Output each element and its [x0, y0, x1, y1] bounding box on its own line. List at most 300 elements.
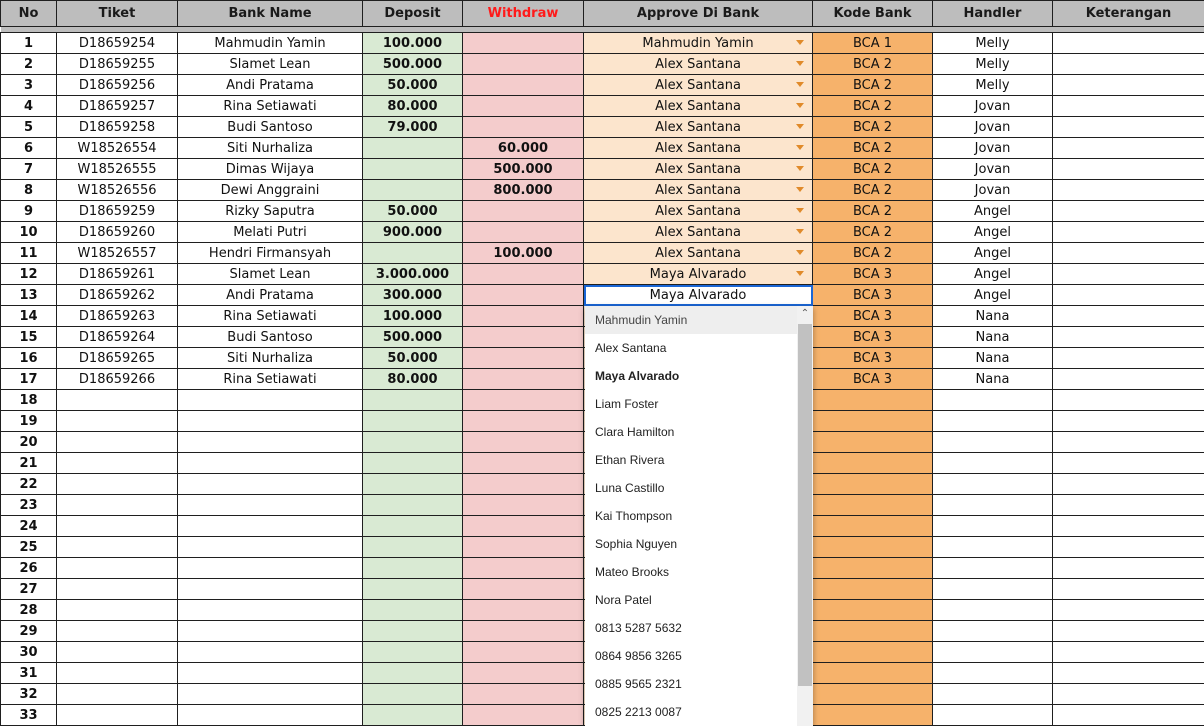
header-deposit[interactable]: Deposit — [363, 1, 463, 27]
chevron-down-icon[interactable] — [796, 61, 804, 66]
cell-handler[interactable] — [933, 495, 1053, 516]
cell-handler[interactable] — [933, 390, 1053, 411]
cell-withdraw[interactable] — [463, 348, 584, 369]
cell-withdraw[interactable] — [463, 117, 584, 138]
cell-bank-name[interactable] — [178, 663, 363, 684]
dropdown-option[interactable]: Mateo Brooks — [595, 565, 670, 579]
cell-kode-bank[interactable] — [813, 432, 933, 453]
cell-deposit[interactable]: 50.000 — [363, 75, 463, 96]
cell-handler[interactable]: Jovan — [933, 159, 1053, 180]
cell-deposit[interactable]: 79.000 — [363, 117, 463, 138]
cell-handler[interactable] — [933, 621, 1053, 642]
cell-no[interactable]: 24 — [1, 516, 57, 537]
cell-keterangan[interactable] — [1053, 138, 1204, 159]
cell-keterangan[interactable] — [1053, 684, 1204, 705]
cell-bank-name[interactable] — [178, 516, 363, 537]
cell-withdraw[interactable]: 60.000 — [463, 138, 584, 159]
header-no[interactable]: No — [1, 1, 57, 27]
cell-kode-bank[interactable]: BCA 1 — [813, 33, 933, 54]
cell-kode-bank[interactable]: BCA 2 — [813, 159, 933, 180]
cell-handler[interactable]: Angel — [933, 243, 1053, 264]
dropdown-option[interactable]: Alex Santana — [595, 341, 667, 355]
cell-deposit[interactable] — [363, 495, 463, 516]
cell-handler[interactable]: Nana — [933, 348, 1053, 369]
cell-withdraw[interactable] — [463, 579, 584, 600]
cell-no[interactable]: 9 — [1, 201, 57, 222]
cell-kode-bank[interactable] — [813, 621, 933, 642]
cell-handler[interactable] — [933, 600, 1053, 621]
cell-no[interactable]: 2 — [1, 54, 57, 75]
cell-approve[interactable]: Alex Santana — [584, 75, 813, 96]
cell-kode-bank[interactable] — [813, 537, 933, 558]
cell-no[interactable]: 29 — [1, 621, 57, 642]
cell-keterangan[interactable] — [1053, 369, 1204, 390]
cell-kode-bank[interactable]: BCA 2 — [813, 96, 933, 117]
cell-tiket[interactable] — [57, 537, 178, 558]
cell-tiket[interactable] — [57, 432, 178, 453]
dropdown-option[interactable]: Luna Castillo — [595, 481, 665, 495]
cell-keterangan[interactable] — [1053, 96, 1204, 117]
cell-deposit[interactable] — [363, 411, 463, 432]
chevron-down-icon[interactable] — [796, 187, 804, 192]
cell-tiket[interactable]: D18659266 — [57, 369, 178, 390]
cell-kode-bank[interactable]: BCA 3 — [813, 285, 933, 306]
cell-tiket[interactable] — [57, 621, 178, 642]
cell-handler[interactable]: Angel — [933, 201, 1053, 222]
cell-tiket[interactable]: D18659264 — [57, 327, 178, 348]
dropdown-option[interactable]: 0864 9856 3265 — [595, 649, 682, 663]
cell-kode-bank[interactable]: BCA 3 — [813, 264, 933, 285]
cell-keterangan[interactable] — [1053, 243, 1204, 264]
cell-tiket[interactable]: W18526556 — [57, 180, 178, 201]
cell-keterangan[interactable] — [1053, 432, 1204, 453]
cell-no[interactable]: 15 — [1, 327, 57, 348]
cell-keterangan[interactable] — [1053, 348, 1204, 369]
cell-keterangan[interactable] — [1053, 159, 1204, 180]
cell-kode-bank[interactable] — [813, 705, 933, 726]
cell-handler[interactable]: Jovan — [933, 96, 1053, 117]
cell-approve[interactable]: Alex Santana — [584, 180, 813, 201]
cell-handler[interactable] — [933, 537, 1053, 558]
cell-handler[interactable]: Angel — [933, 285, 1053, 306]
cell-bank-name[interactable]: Budi Santoso — [178, 327, 363, 348]
cell-handler[interactable] — [933, 558, 1053, 579]
cell-handler[interactable]: Melly — [933, 33, 1053, 54]
cell-tiket[interactable]: D18659263 — [57, 306, 178, 327]
cell-withdraw[interactable] — [463, 201, 584, 222]
cell-withdraw[interactable] — [463, 33, 584, 54]
dropdown-option[interactable]: 0885 9565 2321 — [595, 677, 682, 691]
cell-no[interactable]: 25 — [1, 537, 57, 558]
cell-withdraw[interactable]: 500.000 — [463, 159, 584, 180]
header-handler[interactable]: Handler — [933, 1, 1053, 27]
cell-deposit[interactable]: 100.000 — [363, 306, 463, 327]
cell-bank-name[interactable] — [178, 537, 363, 558]
cell-deposit[interactable]: 500.000 — [363, 327, 463, 348]
cell-bank-name[interactable]: Mahmudin Yamin — [178, 33, 363, 54]
cell-deposit[interactable] — [363, 390, 463, 411]
cell-keterangan[interactable] — [1053, 663, 1204, 684]
cell-handler[interactable]: Jovan — [933, 138, 1053, 159]
cell-kode-bank[interactable]: BCA 3 — [813, 369, 933, 390]
cell-handler[interactable] — [933, 453, 1053, 474]
cell-bank-name[interactable]: Andi Pratama — [178, 75, 363, 96]
cell-deposit[interactable]: 900.000 — [363, 222, 463, 243]
cell-withdraw[interactable] — [463, 705, 584, 726]
cell-keterangan[interactable] — [1053, 642, 1204, 663]
dropdown-option[interactable]: 0825 2213 0087 — [595, 705, 682, 719]
cell-withdraw[interactable] — [463, 642, 584, 663]
cell-keterangan[interactable] — [1053, 75, 1204, 96]
cell-keterangan[interactable] — [1053, 579, 1204, 600]
cell-bank-name[interactable] — [178, 432, 363, 453]
cell-deposit[interactable] — [363, 453, 463, 474]
cell-keterangan[interactable] — [1053, 306, 1204, 327]
cell-handler[interactable] — [933, 705, 1053, 726]
cell-withdraw[interactable] — [463, 600, 584, 621]
cell-handler[interactable]: Melly — [933, 75, 1053, 96]
cell-tiket[interactable]: W18526557 — [57, 243, 178, 264]
cell-bank-name[interactable]: Slamet Lean — [178, 264, 363, 285]
cell-bank-name[interactable] — [178, 705, 363, 726]
cell-deposit[interactable] — [363, 684, 463, 705]
cell-kode-bank[interactable] — [813, 579, 933, 600]
cell-kode-bank[interactable]: BCA 2 — [813, 180, 933, 201]
cell-deposit[interactable] — [363, 138, 463, 159]
cell-bank-name[interactable] — [178, 411, 363, 432]
cell-no[interactable]: 21 — [1, 453, 57, 474]
cell-deposit[interactable] — [363, 579, 463, 600]
cell-tiket[interactable]: D18659265 — [57, 348, 178, 369]
cell-kode-bank[interactable] — [813, 684, 933, 705]
chevron-down-icon[interactable] — [796, 208, 804, 213]
cell-bank-name[interactable]: Melati Putri — [178, 222, 363, 243]
cell-keterangan[interactable] — [1053, 222, 1204, 243]
cell-handler[interactable] — [933, 516, 1053, 537]
header-keterangan[interactable]: Keterangan — [1053, 1, 1204, 27]
cell-no[interactable]: 26 — [1, 558, 57, 579]
cell-approve[interactable]: Alex Santana — [584, 222, 813, 243]
cell-tiket[interactable]: D18659256 — [57, 75, 178, 96]
cell-no[interactable]: 14 — [1, 306, 57, 327]
cell-deposit[interactable]: 80.000 — [363, 96, 463, 117]
cell-tiket[interactable] — [57, 390, 178, 411]
cell-approve[interactable]: Alex Santana — [584, 201, 813, 222]
cell-bank-name[interactable] — [178, 579, 363, 600]
cell-kode-bank[interactable]: BCA 3 — [813, 327, 933, 348]
cell-keterangan[interactable] — [1053, 264, 1204, 285]
cell-tiket[interactable]: W18526555 — [57, 159, 178, 180]
cell-deposit[interactable]: 500.000 — [363, 54, 463, 75]
cell-no[interactable]: 7 — [1, 159, 57, 180]
cell-keterangan[interactable] — [1053, 537, 1204, 558]
cell-tiket[interactable] — [57, 579, 178, 600]
cell-keterangan[interactable] — [1053, 453, 1204, 474]
cell-withdraw[interactable] — [463, 411, 584, 432]
chevron-down-icon[interactable] — [796, 250, 804, 255]
dropdown-option[interactable]: Clara Hamilton — [595, 425, 675, 439]
cell-withdraw[interactable] — [463, 327, 584, 348]
cell-keterangan[interactable] — [1053, 495, 1204, 516]
cell-withdraw[interactable]: 800.000 — [463, 180, 584, 201]
cell-deposit[interactable] — [363, 621, 463, 642]
cell-tiket[interactable]: D18659255 — [57, 54, 178, 75]
cell-no[interactable]: 23 — [1, 495, 57, 516]
cell-withdraw[interactable] — [463, 75, 584, 96]
cell-handler[interactable]: Jovan — [933, 180, 1053, 201]
cell-no[interactable]: 12 — [1, 264, 57, 285]
cell-deposit[interactable]: 50.000 — [363, 201, 463, 222]
cell-no[interactable]: 17 — [1, 369, 57, 390]
cell-bank-name[interactable]: Slamet Lean — [178, 54, 363, 75]
cell-kode-bank[interactable]: BCA 2 — [813, 75, 933, 96]
chevron-down-icon[interactable] — [796, 271, 804, 276]
header-withdraw[interactable]: Withdraw — [463, 1, 584, 27]
cell-tiket[interactable] — [57, 558, 178, 579]
cell-approve[interactable]: Alex Santana — [584, 96, 813, 117]
cell-handler[interactable]: Angel — [933, 222, 1053, 243]
cell-deposit[interactable] — [363, 180, 463, 201]
dropdown-option[interactable]: Mahmudin Yamin — [585, 306, 813, 334]
cell-keterangan[interactable] — [1053, 411, 1204, 432]
cell-withdraw[interactable] — [463, 684, 584, 705]
cell-withdraw[interactable]: 100.000 — [463, 243, 584, 264]
chevron-down-icon[interactable] — [796, 166, 804, 171]
cell-withdraw[interactable] — [463, 285, 584, 306]
cell-kode-bank[interactable]: BCA 3 — [813, 348, 933, 369]
cell-approve[interactable]: Mahmudin Yamin — [584, 33, 813, 54]
cell-approve[interactable]: Alex Santana — [584, 159, 813, 180]
cell-deposit[interactable] — [363, 663, 463, 684]
cell-approve[interactable]: Alex Santana — [584, 138, 813, 159]
cell-withdraw[interactable] — [463, 390, 584, 411]
cell-bank-name[interactable] — [178, 621, 363, 642]
cell-deposit[interactable] — [363, 243, 463, 264]
cell-bank-name[interactable]: Siti Nurhaliza — [178, 138, 363, 159]
cell-deposit[interactable] — [363, 705, 463, 726]
cell-no[interactable]: 22 — [1, 474, 57, 495]
cell-deposit[interactable]: 50.000 — [363, 348, 463, 369]
cell-no[interactable]: 13 — [1, 285, 57, 306]
cell-no[interactable]: 16 — [1, 348, 57, 369]
cell-no[interactable]: 20 — [1, 432, 57, 453]
cell-withdraw[interactable] — [463, 96, 584, 117]
cell-bank-name[interactable]: Rina Setiawati — [178, 96, 363, 117]
cell-bank-name[interactable] — [178, 495, 363, 516]
cell-kode-bank[interactable]: BCA 2 — [813, 54, 933, 75]
chevron-down-icon[interactable] — [796, 40, 804, 45]
cell-no[interactable]: 19 — [1, 411, 57, 432]
cell-bank-name[interactable]: Dewi Anggraini — [178, 180, 363, 201]
cell-bank-name[interactable]: Siti Nurhaliza — [178, 348, 363, 369]
dropdown-option[interactable]: Nora Patel — [595, 593, 652, 607]
cell-tiket[interactable]: D18659254 — [57, 33, 178, 54]
header-kode-bank[interactable]: Kode Bank — [813, 1, 933, 27]
cell-bank-name[interactable]: Rina Setiawati — [178, 369, 363, 390]
cell-keterangan[interactable] — [1053, 621, 1204, 642]
cell-handler[interactable] — [933, 474, 1053, 495]
cell-tiket[interactable] — [57, 642, 178, 663]
cell-withdraw[interactable] — [463, 54, 584, 75]
cell-keterangan[interactable] — [1053, 600, 1204, 621]
cell-approve-editing[interactable]: Maya Alvarado — [584, 285, 813, 306]
cell-bank-name[interactable] — [178, 558, 363, 579]
cell-handler[interactable]: Melly — [933, 54, 1053, 75]
cell-deposit[interactable] — [363, 516, 463, 537]
cell-tiket[interactable] — [57, 705, 178, 726]
cell-tiket[interactable]: D18659257 — [57, 96, 178, 117]
cell-handler[interactable] — [933, 579, 1053, 600]
cell-no[interactable]: 6 — [1, 138, 57, 159]
cell-no[interactable]: 8 — [1, 180, 57, 201]
cell-approve[interactable]: Alex Santana — [584, 243, 813, 264]
cell-no[interactable]: 31 — [1, 663, 57, 684]
cell-tiket[interactable] — [57, 663, 178, 684]
cell-approve[interactable]: Maya Alvarado — [584, 264, 813, 285]
cell-handler[interactable]: Nana — [933, 369, 1053, 390]
approve-dropdown-list[interactable] — [585, 306, 813, 726]
cell-handler[interactable]: Nana — [933, 306, 1053, 327]
cell-keterangan[interactable] — [1053, 327, 1204, 348]
header-tiket[interactable]: Tiket — [57, 1, 178, 27]
cell-tiket[interactable] — [57, 411, 178, 432]
cell-withdraw[interactable] — [463, 474, 584, 495]
dropdown-option[interactable]: Kai Thompson — [595, 509, 673, 523]
chevron-down-icon[interactable] — [796, 229, 804, 234]
chevron-down-icon[interactable] — [796, 103, 804, 108]
cell-tiket[interactable] — [57, 516, 178, 537]
dropdown-option[interactable]: Maya Alvarado — [595, 369, 680, 383]
cell-withdraw[interactable] — [463, 222, 584, 243]
cell-deposit[interactable]: 100.000 — [363, 33, 463, 54]
cell-keterangan[interactable] — [1053, 117, 1204, 138]
cell-keterangan[interactable] — [1053, 180, 1204, 201]
cell-kode-bank[interactable] — [813, 642, 933, 663]
cell-approve[interactable]: Alex Santana — [584, 54, 813, 75]
cell-withdraw[interactable] — [463, 558, 584, 579]
cell-keterangan[interactable] — [1053, 54, 1204, 75]
cell-bank-name[interactable] — [178, 600, 363, 621]
cell-deposit[interactable]: 3.000.000 — [363, 264, 463, 285]
cell-tiket[interactable]: D18659258 — [57, 117, 178, 138]
cell-tiket[interactable]: D18659262 — [57, 285, 178, 306]
cell-bank-name[interactable] — [178, 474, 363, 495]
cell-bank-name[interactable] — [178, 684, 363, 705]
scrollbar-thumb[interactable] — [798, 324, 812, 686]
cell-kode-bank[interactable] — [813, 663, 933, 684]
header-approve-di-bank[interactable]: Approve Di Bank — [584, 1, 813, 27]
cell-kode-bank[interactable] — [813, 516, 933, 537]
cell-kode-bank[interactable]: BCA 2 — [813, 117, 933, 138]
cell-deposit[interactable] — [363, 474, 463, 495]
cell-withdraw[interactable] — [463, 369, 584, 390]
cell-withdraw[interactable] — [463, 537, 584, 558]
cell-withdraw[interactable] — [463, 264, 584, 285]
cell-handler[interactable] — [933, 684, 1053, 705]
cell-keterangan[interactable] — [1053, 33, 1204, 54]
cell-withdraw[interactable] — [463, 306, 584, 327]
cell-keterangan[interactable] — [1053, 558, 1204, 579]
cell-kode-bank[interactable] — [813, 411, 933, 432]
dropdown-option[interactable]: 0813 5287 5632 — [595, 621, 682, 635]
cell-no[interactable]: 32 — [1, 684, 57, 705]
cell-handler[interactable]: Angel — [933, 264, 1053, 285]
cell-withdraw[interactable] — [463, 453, 584, 474]
cell-no[interactable]: 11 — [1, 243, 57, 264]
cell-deposit[interactable] — [363, 600, 463, 621]
cell-bank-name[interactable]: Hendri Firmansyah — [178, 243, 363, 264]
cell-withdraw[interactable] — [463, 621, 584, 642]
cell-tiket[interactable]: W18526554 — [57, 138, 178, 159]
cell-bank-name[interactable] — [178, 390, 363, 411]
cell-keterangan[interactable] — [1053, 474, 1204, 495]
cell-tiket[interactable] — [57, 684, 178, 705]
cell-handler[interactable] — [933, 432, 1053, 453]
cell-no[interactable]: 33 — [1, 705, 57, 726]
cell-handler[interactable]: Jovan — [933, 117, 1053, 138]
cell-kode-bank[interactable]: BCA 2 — [813, 138, 933, 159]
cell-kode-bank[interactable] — [813, 453, 933, 474]
cell-bank-name[interactable]: Rina Setiawati — [178, 306, 363, 327]
cell-kode-bank[interactable]: BCA 2 — [813, 222, 933, 243]
cell-deposit[interactable] — [363, 432, 463, 453]
cell-kode-bank[interactable] — [813, 600, 933, 621]
header-bank-name[interactable]: Bank Name — [178, 1, 363, 27]
cell-kode-bank[interactable] — [813, 495, 933, 516]
cell-tiket[interactable]: D18659259 — [57, 201, 178, 222]
cell-keterangan[interactable] — [1053, 390, 1204, 411]
chevron-down-icon[interactable] — [796, 124, 804, 129]
cell-keterangan[interactable] — [1053, 285, 1204, 306]
cell-bank-name[interactable]: Rizky Saputra — [178, 201, 363, 222]
cell-tiket[interactable] — [57, 495, 178, 516]
dropdown-option[interactable]: Ethan Rivera — [595, 453, 665, 467]
cell-deposit[interactable] — [363, 642, 463, 663]
cell-bank-name[interactable]: Dimas Wijaya — [178, 159, 363, 180]
cell-tiket[interactable] — [57, 474, 178, 495]
cell-tiket[interactable] — [57, 600, 178, 621]
chevron-up-icon[interactable]: ⌃ — [800, 308, 810, 319]
cell-no[interactable]: 30 — [1, 642, 57, 663]
cell-no[interactable]: 10 — [1, 222, 57, 243]
cell-withdraw[interactable] — [463, 516, 584, 537]
cell-kode-bank[interactable]: BCA 2 — [813, 243, 933, 264]
cell-tiket[interactable]: D18659260 — [57, 222, 178, 243]
cell-deposit[interactable] — [363, 558, 463, 579]
cell-tiket[interactable] — [57, 453, 178, 474]
cell-handler[interactable] — [933, 663, 1053, 684]
cell-tiket[interactable]: D18659261 — [57, 264, 178, 285]
cell-withdraw[interactable] — [463, 495, 584, 516]
cell-handler[interactable] — [933, 642, 1053, 663]
dropdown-option[interactable]: Sophia Nguyen — [595, 537, 678, 551]
cell-withdraw[interactable] — [463, 663, 584, 684]
cell-approve[interactable]: Alex Santana — [584, 117, 813, 138]
dropdown-scrollbar[interactable] — [797, 306, 813, 726]
cell-kode-bank[interactable]: BCA 2 — [813, 201, 933, 222]
cell-bank-name[interactable]: Andi Pratama — [178, 285, 363, 306]
cell-keterangan[interactable] — [1053, 516, 1204, 537]
cell-deposit[interactable]: 300.000 — [363, 285, 463, 306]
cell-no[interactable]: 28 — [1, 600, 57, 621]
cell-no[interactable]: 18 — [1, 390, 57, 411]
cell-handler[interactable] — [933, 411, 1053, 432]
cell-no[interactable]: 5 — [1, 117, 57, 138]
cell-keterangan[interactable] — [1053, 705, 1204, 726]
cell-no[interactable]: 3 — [1, 75, 57, 96]
cell-deposit[interactable]: 80.000 — [363, 369, 463, 390]
chevron-down-icon[interactable] — [796, 82, 804, 87]
